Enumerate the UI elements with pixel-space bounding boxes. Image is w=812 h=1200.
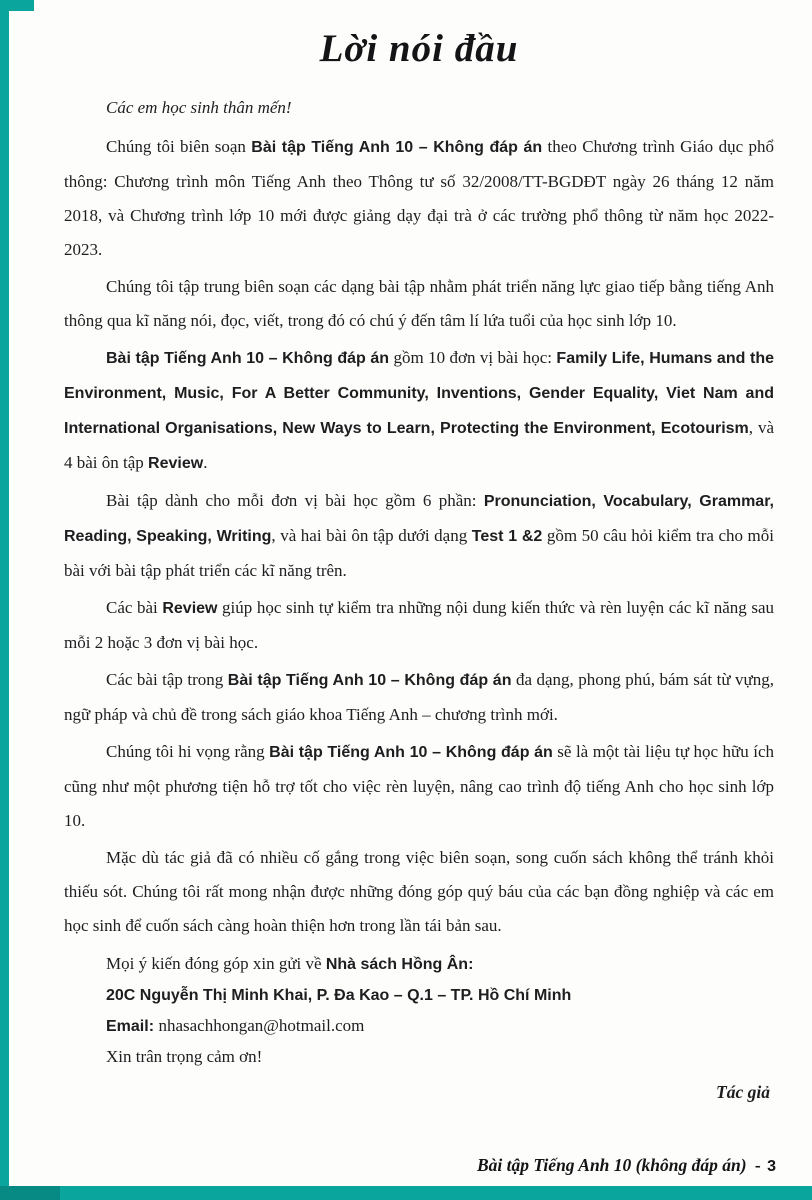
text-run: Các bài bbox=[106, 598, 163, 617]
page-edge-bottom bbox=[0, 1186, 812, 1200]
paragraph bbox=[64, 841, 774, 943]
text-run: Các em học sinh thân mến! bbox=[106, 98, 292, 117]
paragraph bbox=[64, 484, 774, 588]
emphasis-text: Family Life, Humans and the Environment, Music, For A Better Community, Inventions, Gender Equality, Viet Nam and International Organisations, New Ways to Learn, Protecting the Environment, Ecotourism bbox=[64, 350, 774, 437]
paragraph bbox=[64, 270, 774, 338]
text-run: gồm 10 đơn vị bài học: bbox=[389, 348, 557, 367]
emphasis-text: Nhà sách Hồng Ân: bbox=[325, 956, 474, 973]
contact-line bbox=[106, 980, 774, 1011]
emphasis-text: Review bbox=[162, 600, 218, 617]
page-edge-left bbox=[0, 0, 9, 1200]
emphasis-text: Review bbox=[148, 455, 204, 472]
emphasis-text: 20C Nguyễn Thị Minh Khai, P. Đa Kao – Q.1 – TP. Hồ Chí Minh bbox=[106, 987, 572, 1004]
paragraph bbox=[64, 341, 774, 481]
paragraphs bbox=[64, 91, 774, 943]
text-run: Bài tập dành cho mỗi đơn vị bài học gồm 6 phần: bbox=[106, 491, 484, 510]
footer-page-number: 3 bbox=[767, 1158, 776, 1175]
contact-block bbox=[106, 949, 774, 1072]
page-footer bbox=[477, 1155, 776, 1176]
text-run: Mặc dù tác giả đã có nhiều cố gắng trong việc biên soạn, song cuốn sách không thể tránh khỏi thiếu sót. Chúng tôi rất mong nhận được những đóng góp quý báu của các bạn đồng nghiệp và các em học sinh để cuốn sách càng hoàn thiện hơn trong lần tái bản sau. bbox=[64, 848, 774, 935]
emphasis-text: Bài tập Tiếng Anh 10 – Không đáp án bbox=[106, 350, 390, 367]
contact-line bbox=[106, 1042, 774, 1072]
footer-separator: - bbox=[754, 1155, 761, 1175]
page-title: Lời nói đầu bbox=[319, 27, 519, 70]
page-edge-bottom-corner bbox=[0, 1186, 60, 1200]
emphasis-text: Pronunciation, Vocabulary, Grammar, Reading, Speaking, Writing bbox=[64, 493, 774, 545]
text-run: gồm 50 câu hỏi kiểm tra cho mỗi bài với bài tập phát triển các kĩ năng trên. bbox=[64, 526, 775, 580]
page-content bbox=[64, 0, 774, 1103]
text-run: Chúng tôi tập trung biên soạn các dạng bài tập nhằm phát triển năng lực giao tiếp bằng tiếng Anh thông qua kĩ năng nói, đọc, viết, trong đó có chú ý đến tâm lí lứa tuổi của học sinh lớp 10. bbox=[64, 277, 774, 330]
author-signature: Tác giả bbox=[716, 1082, 770, 1102]
text-run: Chúng tôi biên soạn bbox=[106, 137, 252, 156]
text-run: Mọi ý kiến đóng góp xin gửi về bbox=[106, 954, 326, 973]
paragraph bbox=[64, 735, 774, 838]
contact-line bbox=[106, 949, 774, 980]
paragraph bbox=[64, 130, 774, 267]
text-run: Các bài tập trong bbox=[106, 670, 228, 689]
emphasis-text: Test 1 &2 bbox=[471, 528, 543, 545]
emphasis-text: Email: bbox=[106, 1018, 159, 1035]
text-run: Chúng tôi hi vọng rằng bbox=[106, 742, 270, 761]
paragraph bbox=[64, 591, 774, 660]
contact-line bbox=[106, 1011, 774, 1042]
emphasis-text: Bài tập Tiếng Anh 10 – Không đáp án bbox=[227, 672, 512, 689]
text-run: theo Chương trình Giáo dục phổ thông: Chương trình môn Tiếng Anh theo Thông tư số 32/2008/TT-BGDĐT ngày 26 tháng 12 năm 2018, và Chương trình lớp 10 mới được giảng dạy đại trà ở các trường phổ thông từ năm học 2022-2023. bbox=[64, 137, 774, 259]
paragraph bbox=[64, 663, 774, 732]
text-run: Xin trân trọng cảm ơn! bbox=[106, 1047, 263, 1066]
text-run: sẽ là một tài liệu tự học hữu ích cũng như một phương tiện hỗ trợ tốt cho việc rèn luyện, nâng cao trình độ tiếng Anh cho học sinh lớp 10. bbox=[64, 742, 775, 830]
text-run: . bbox=[203, 453, 208, 472]
salutation bbox=[64, 91, 774, 125]
text-run: nhasachhongan@hotmail.com bbox=[158, 1016, 365, 1035]
emphasis-text: Bài tập Tiếng Anh 10 – Không đáp án bbox=[269, 744, 553, 761]
text-run: , và hai bài ôn tập dưới dạng bbox=[271, 526, 472, 545]
emphasis-text: Bài tập Tiếng Anh 10 – Không đáp án bbox=[251, 139, 543, 156]
page-edge-top-left bbox=[0, 0, 34, 11]
text-run: , và 4 bài ôn tập bbox=[64, 418, 775, 472]
text-run: giúp học sinh tự kiểm tra những nội dung kiến thức và rèn luyện các kĩ năng sau mỗi 2 hoặc 3 đơn vị bài học. bbox=[64, 598, 774, 652]
text-run: đa dạng, phong phú, bám sát từ vựng, ngữ pháp và chủ đề trong sách giáo khoa Tiếng Anh – chương trình mới. bbox=[64, 670, 774, 724]
footer-book-title: Bài tập Tiếng Anh 10 (không đáp án) bbox=[477, 1155, 747, 1175]
